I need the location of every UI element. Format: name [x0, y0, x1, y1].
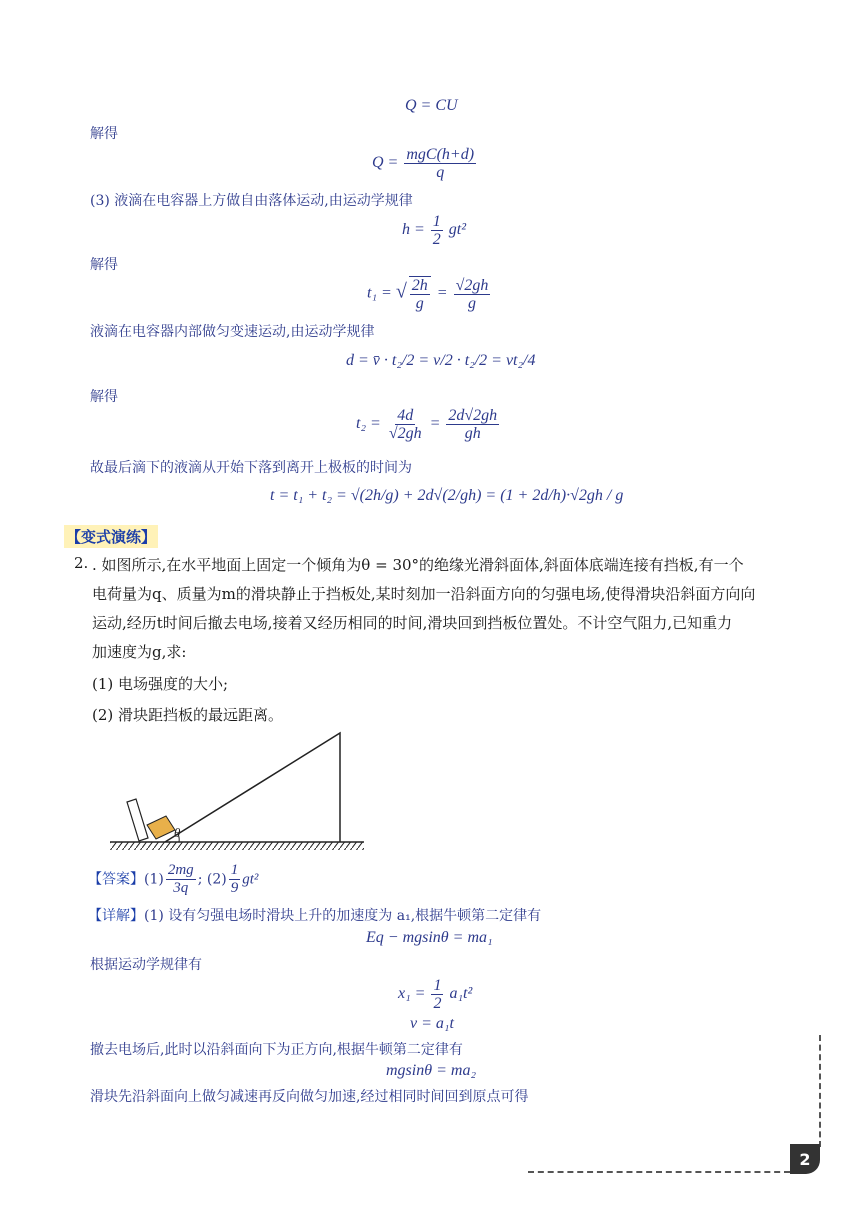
- numerator: 2h: [411, 277, 428, 294]
- denominator: 3q: [173, 880, 189, 896]
- denominator: 2: [433, 995, 442, 1012]
- eq-equals: =: [429, 415, 441, 433]
- eq-lhs: t₂ =: [356, 415, 381, 433]
- angle-label: θ: [174, 825, 181, 840]
- numerator: mgC(h+d): [406, 146, 475, 163]
- problem-line: . 如图所示,在水平地面上固定一个倾角为θ = 30°的绝缘光滑斜面体,斜面体底端连接有挡板,有一个: [92, 556, 744, 574]
- numerator: 1: [230, 862, 239, 878]
- step3-text: (3) 液滴在电容器上方做自由落体运动,由运动学规律: [90, 193, 413, 209]
- problem-number: 2.: [74, 554, 89, 572]
- detail-tag: 【详解】: [88, 908, 144, 924]
- page-edge-dashes: [819, 1035, 821, 1147]
- final-text: 故最后滴下的液滴从开始下落到离开上极板的时间为: [90, 460, 412, 476]
- stopper-plate: [127, 799, 148, 841]
- denominator: g: [415, 295, 424, 312]
- equation-t1: [367, 276, 492, 312]
- denominator: 2: [432, 231, 441, 248]
- jiede-label: 解得: [90, 126, 118, 142]
- answer-line: [88, 862, 258, 897]
- fraction: [446, 407, 499, 442]
- equation-total-time: t = t₁ + t₂ = √(2h/g) + 2d√(2/gh) = (1 + 2d/h)·√2gh / g: [270, 487, 624, 504]
- fraction: [431, 213, 443, 248]
- eq-lhs: Q =: [372, 154, 399, 172]
- equation-x1: [398, 977, 472, 1012]
- question-1: (1) 电场强度的大小;: [92, 675, 229, 693]
- question-2: (2) 滑块距挡板的最远距离。: [92, 706, 284, 724]
- sqrt-symbol: √: [395, 280, 407, 303]
- fraction: [387, 407, 424, 442]
- eq-lhs: x₁ =: [398, 985, 426, 1003]
- numerator: √2gh: [455, 276, 489, 294]
- answer-fraction: [166, 862, 196, 897]
- eq-lhs: t₁ =: [367, 284, 392, 302]
- eq-tail: gt²: [448, 221, 467, 239]
- answer-part1-prefix: (1): [144, 871, 164, 888]
- equation-q-cu: Q = CU: [405, 97, 458, 114]
- answer-tail: gt²: [242, 871, 259, 888]
- jiede-label: 解得: [90, 257, 118, 273]
- fraction: [454, 277, 491, 312]
- answer-tag: 【答案】: [88, 871, 144, 888]
- fraction: [404, 146, 476, 181]
- detail-line-1: [88, 905, 541, 925]
- eq-tail: a₁t²: [449, 985, 473, 1003]
- equation-q-result: [372, 146, 478, 181]
- answer-part2-prefix: (2): [206, 871, 227, 888]
- equation-newton-1: Eq − mgsinθ = ma₁: [366, 929, 493, 946]
- equation-d: d = v̄ · t₂/2 = v/2 · t₂/2 = vt₂/4: [346, 352, 536, 369]
- equation-v: v = a₁t: [410, 1015, 454, 1032]
- slider-block: [147, 816, 175, 839]
- ground-hatch: [110, 842, 364, 850]
- step-inside-text: 液滴在电容器内部做匀变速运动,由运动学规律: [90, 324, 375, 340]
- answer-fraction: [229, 862, 241, 897]
- detail-text: (1) 设有匀强电场时滑块上升的加速度为 a₁,根据牛顿第二定律有: [144, 908, 542, 924]
- answer-separator: ;: [197, 871, 203, 888]
- numerator: 2d√2gh: [448, 407, 498, 424]
- problem-line: 电荷量为q、质量为m的滑块静止于挡板处,某时刻加一沿斜面方向的匀强电场,使得滑块沿斜面方向向: [92, 585, 756, 603]
- footer-dashes: [528, 1171, 790, 1173]
- denominator: 9: [230, 880, 239, 896]
- radicand-fraction: [409, 276, 431, 312]
- denominator: √2gh: [388, 425, 422, 442]
- section-tag: 【变式演练】: [64, 525, 158, 548]
- equation-h: [402, 213, 466, 248]
- numerator: 2mg: [167, 862, 194, 878]
- detail-line-2: 根据运动学规律有: [90, 957, 202, 973]
- equation-t2: [356, 407, 501, 442]
- detail-line-3: 撤去电场后,此时以沿斜面向下为正方向,根据牛顿第二定律有: [90, 1042, 463, 1058]
- numerator: 1: [432, 213, 441, 230]
- numerator: 1: [433, 977, 442, 994]
- detail-line-4: 滑块先沿斜面向上做匀减速再反向做匀加速,经过相同时间回到原点可得: [90, 1089, 529, 1105]
- eq-equals: =: [436, 284, 448, 302]
- eq-lhs: h =: [402, 221, 425, 239]
- problem-line: 加速度为g,求:: [92, 643, 187, 661]
- page-number: 2: [790, 1144, 820, 1174]
- incline-body: [165, 733, 340, 842]
- denominator: gh: [464, 425, 481, 442]
- denominator: g: [467, 294, 476, 312]
- incline-figure: [100, 728, 370, 854]
- problem-line: 运动,经历t时间后撤去电场,接着又经历相同的时间,滑块回到挡板位置处。不计空气阻力,已知重力: [92, 614, 733, 632]
- denominator: q: [436, 164, 445, 181]
- equation-newton-2: mgsinθ = ma₂: [386, 1062, 476, 1079]
- jiede-label: 解得: [90, 389, 118, 405]
- numerator: 4d: [397, 407, 414, 424]
- fraction: [431, 977, 443, 1012]
